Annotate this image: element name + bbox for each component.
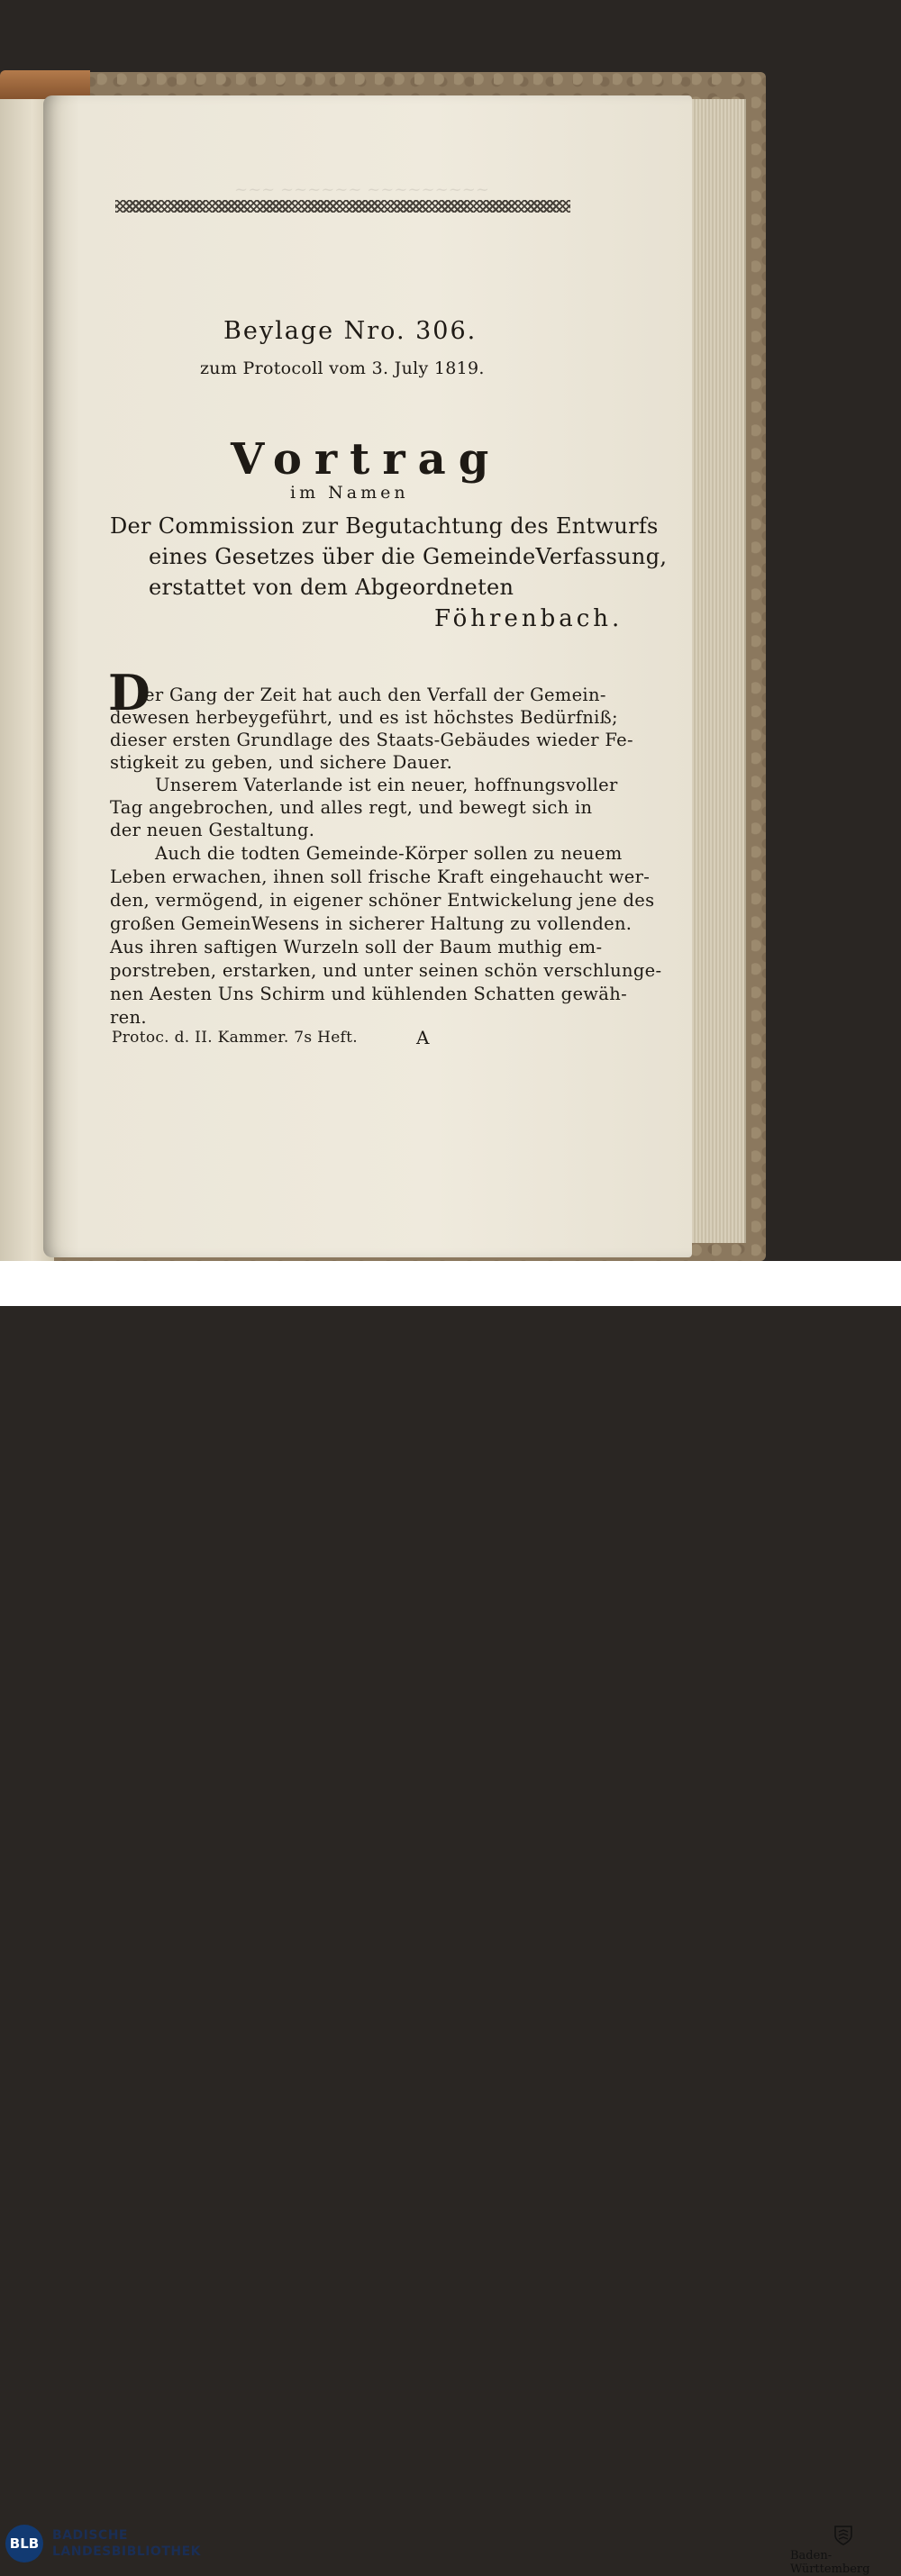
state-name: Baden-Württemberg bbox=[790, 2549, 870, 2576]
body-line: er Gang der Zeit hat auch den Verfall der Gemein- bbox=[144, 685, 606, 705]
commission-line-1: Der Commission zur Begutachtung des Entwurfs bbox=[110, 513, 659, 539]
drop-cap-initial: D bbox=[108, 664, 150, 721]
body-line: porstreben, erstarken, und unter seinen schön verschlunge- bbox=[110, 960, 662, 981]
book-scan bbox=[0, 0, 901, 1261]
body-line: Leben erwachen, ihnen soll frische Kraft eingehaucht wer- bbox=[110, 866, 651, 887]
body-line: stigkeit zu geben, und sichere Dauer. bbox=[110, 752, 453, 773]
document-title: Vortrag bbox=[231, 434, 502, 485]
body-line: dewesen herbeygeführt, und es ist höchstes Bedürfniß; bbox=[110, 707, 618, 728]
library-name-line-2: LANDESBIBLIOTHEK bbox=[52, 2544, 202, 2559]
blb-logo[interactable]: BLB bbox=[5, 2525, 43, 2562]
library-name-line-1: BADISCHE bbox=[52, 2528, 128, 2543]
body-line: den, vermögend, in eigener schöner Entwickelung jene des bbox=[110, 890, 655, 911]
body-line: großen GemeinWesens in sicherer Haltung zu vollenden. bbox=[110, 913, 633, 934]
body-line: Aus ihren saftigen Wurzeln soll der Baum muthig em- bbox=[110, 937, 603, 957]
commission-line-3: erstattet von dem Abgeordneten bbox=[149, 575, 514, 600]
body-line: Unserem Vaterlande ist ein neuer, hoffnungsvoller bbox=[155, 775, 618, 795]
page-footer: Protoc. d. II. Kammer. 7s Heft. bbox=[112, 1029, 358, 1047]
body-line: Auch die todten Gemeinde-Körper sollen zu neuem bbox=[155, 843, 623, 864]
body-line: dieser ersten Grundlage des Staats-Gebäudes wieder Fe- bbox=[110, 730, 633, 750]
appendix-number: Beylage Nro. 306. bbox=[223, 317, 478, 345]
bleed-through-text: ~~~ ~~~~~~ ~~~~~~~~~ bbox=[234, 180, 489, 199]
body-line: nen Aesten Uns Schirm und kühlenden Schatten gewäh- bbox=[110, 984, 627, 1004]
branding-bar bbox=[0, 1261, 901, 2576]
page-stack-edge bbox=[685, 99, 746, 1243]
body-line: Tag angebrochen, und alles regt, und bewegt sich in bbox=[110, 797, 593, 818]
ornamental-rule bbox=[115, 200, 570, 213]
signer-name: Föhrenbach. bbox=[434, 605, 623, 632]
body-line: der neuen Gestaltung. bbox=[110, 820, 315, 840]
subtitle-im-namen: im Namen bbox=[290, 483, 409, 503]
protocol-date: zum Protocoll vom 3. July 1819. bbox=[200, 358, 485, 378]
signature-mark: A bbox=[416, 1027, 430, 1048]
coat-of-arms-icon bbox=[833, 2525, 853, 2546]
commission-line-2: eines Gesetzes über die GemeindeVerfassung, bbox=[149, 544, 668, 569]
body-line: ren. bbox=[110, 1007, 147, 1028]
